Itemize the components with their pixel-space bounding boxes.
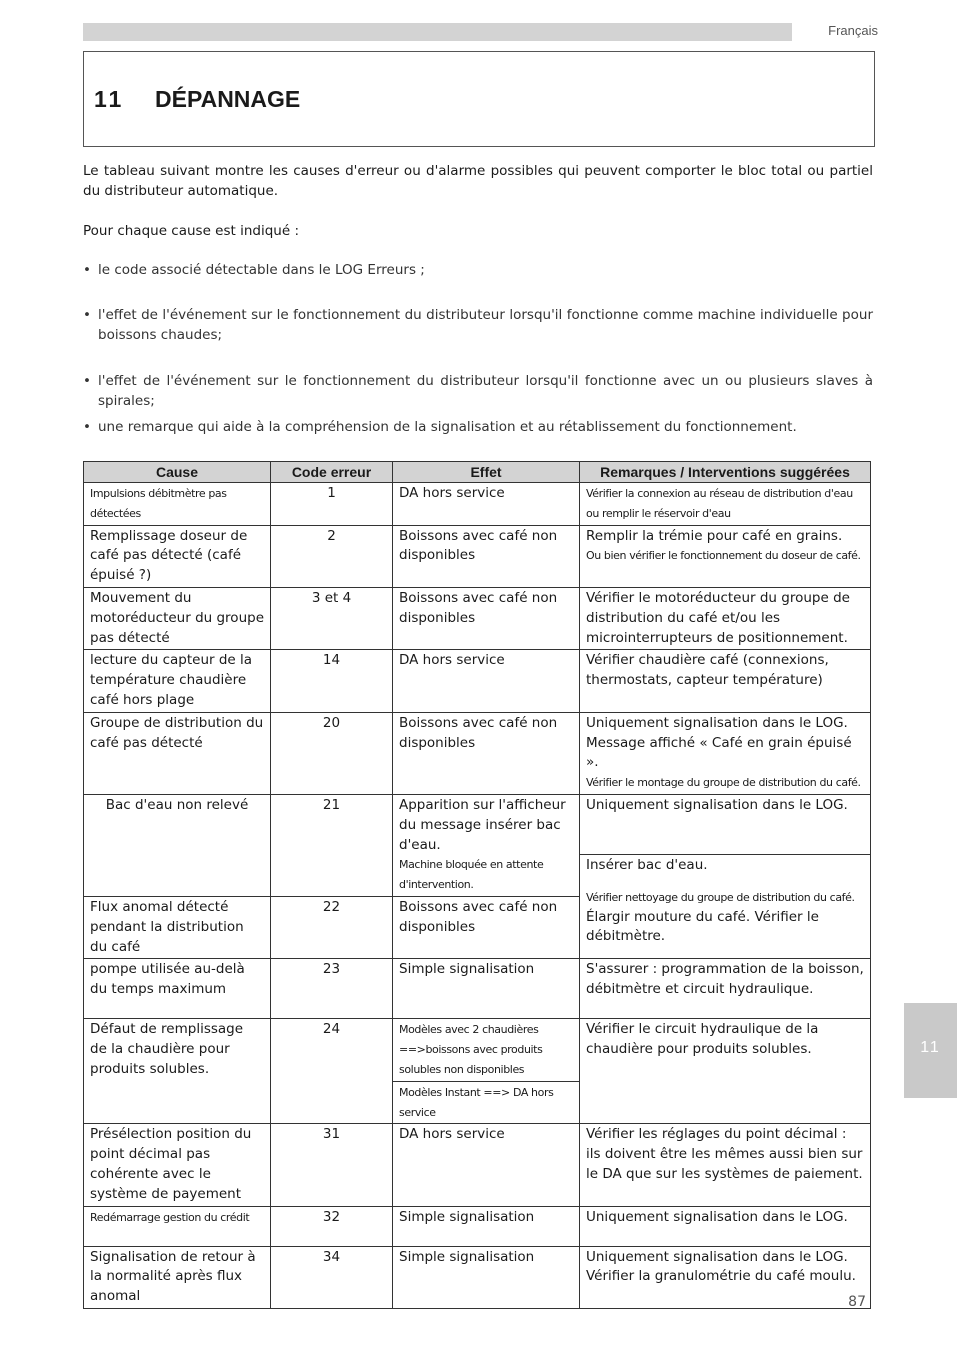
remark-cell xyxy=(580,525,871,587)
chapter-tab-label: 11 xyxy=(920,1039,941,1056)
bullet-icon: • xyxy=(83,262,91,278)
bullet-item: • l'effet de l'événement sur le fonctionnement du distributeur lorsqu'il fonctionne avec un ou plusieurs slaves à spirales; xyxy=(83,373,873,409)
remark-cell: Vérifier les réglages du point décimal : ils doivent être les mêmes aussi bien sur le DA que sur les systèmes de paiement. xyxy=(580,1124,871,1206)
header-effect: Effet xyxy=(393,462,580,483)
section-number: 11 xyxy=(94,86,125,112)
chapter-side-tab xyxy=(904,1003,957,1098)
language-label: Français xyxy=(828,23,878,38)
bullet-item: • l'effet de l'événement sur le fonctionnement du distributeur lorsqu'il fonctionne comme machine individuelle pour boissons chaudes; xyxy=(83,307,873,343)
code-cell: 23 xyxy=(271,959,393,1019)
page-number: 87 xyxy=(848,1294,866,1310)
table-row xyxy=(84,712,871,794)
table-row xyxy=(84,1124,871,1206)
table-row xyxy=(84,1246,871,1308)
remark-note: Vérifier le montage du groupe de distribution du café. xyxy=(586,776,861,790)
remark-cell xyxy=(580,712,871,794)
remark-cell: S'assurer : programmation de la boisson, débitmètre et circuit hydraulique. xyxy=(580,959,871,1019)
remark-cell xyxy=(580,854,871,958)
remark-cell: Vérifier chaudière café (connexions, thermostats, capteur température) xyxy=(580,650,871,712)
code-cell: 32 xyxy=(271,1206,393,1246)
effect-cell: Simple signalisation xyxy=(393,959,580,1019)
remark-text: Élargir mouture du café. Vérifier le débitmètre. xyxy=(586,908,819,945)
remark-text: Insérer bac d'eau. xyxy=(586,856,708,873)
cause-cell: Mouvement du motoréducteur du groupe pas détecté xyxy=(84,587,271,649)
cause-cell: Redémarrage gestion du crédit xyxy=(84,1206,271,1246)
table-row xyxy=(84,525,871,587)
remark-cell: Vérifier le circuit hydraulique de la chaudière pour produits solubles. xyxy=(580,1019,871,1124)
remark-cell: Vérifier le motoréducteur du groupe de distribution du café et/ou les microinterrupteurs de positionnement. xyxy=(580,587,871,649)
bullet-icon: • xyxy=(83,419,91,435)
effect-cell: Simple signalisation xyxy=(393,1246,580,1308)
table-row xyxy=(84,650,871,712)
header-remark: Remarques / Interventions suggérées xyxy=(580,462,871,483)
code-cell: 1 xyxy=(271,483,393,526)
cause-cell: Groupe de distribution du café pas détecté xyxy=(84,712,271,794)
cause-cell: Bac d'eau non relevé xyxy=(84,794,271,896)
intro-paragraph: Le tableau suivant montre les causes d'erreur ou d'alarme possibles qui peuvent comporter le bloc total ou partiel du distributeur automatique. xyxy=(83,163,873,199)
cause-cell: Remplissage doseur de café pas détecté (café épuisé ?) xyxy=(84,525,271,587)
effect-cell: Boissons avec café non disponibles xyxy=(393,587,580,649)
code-cell: 22 xyxy=(271,896,393,958)
effect-cell: Modèles avec 2 chaudières ==>boissons avec produits solubles non disponibles xyxy=(393,1019,580,1081)
remark-cell: Uniquement signalisation dans le LOG. xyxy=(580,1206,871,1246)
cause-cell: lecture du capteur de la température chaudière café hors plage xyxy=(84,650,271,712)
section-title: DÉPANNAGE xyxy=(155,86,301,112)
remark-cell: Vérifier la connexion au réseau de distribution d'eau ou remplir le réservoir d'eau xyxy=(580,483,871,526)
cause-cell: pompe utilisée au-delà du temps maximum xyxy=(84,959,271,1019)
code-cell: 24 xyxy=(271,1019,393,1124)
intro-list-lead: Pour chaque cause est indiqué : xyxy=(83,223,299,239)
remark-cell: Uniquement signalisation dans le LOG. xyxy=(580,794,871,854)
cause-cell: Défaut de remplissage de la chaudière pour produits solubles. xyxy=(84,1019,271,1124)
bullet-item: • une remarque qui aide à la compréhension de la signalisation et au rétablissement du fonctionnement. xyxy=(83,419,797,435)
code-cell: 20 xyxy=(271,712,393,794)
remark-text: Uniquement signalisation dans le LOG. Message affiché « Café en grain épuisé ». xyxy=(586,714,852,771)
cause-cell: Présélection position du point décimal pas cohérente avec le système de payement xyxy=(84,1124,271,1206)
effect-cell: DA hors service xyxy=(393,1124,580,1206)
remark-note: Ou bien vérifier le fonctionnement du doseur de café. xyxy=(586,549,861,563)
table-row xyxy=(84,959,871,1019)
effect-cell: Boissons avec café non disponibles xyxy=(393,525,580,587)
table-row xyxy=(84,1206,871,1246)
code-cell: 14 xyxy=(271,650,393,712)
table-header-row xyxy=(84,462,871,483)
header-cause: Cause xyxy=(84,462,271,483)
remark-cell: Uniquement signalisation dans le LOG. Vérifier la granulométrie du café moulu. xyxy=(580,1246,871,1308)
cause-cell: Signalisation de retour à la normalité après flux anomal xyxy=(84,1246,271,1308)
code-cell: 34 xyxy=(271,1246,393,1308)
remark-text: Remplir la trémie pour café en grains. xyxy=(586,527,843,544)
effect-text: Apparition sur l'afficheur du message insérer bac d'eau. xyxy=(399,796,566,853)
effect-cell: Boissons avec café non disponibles xyxy=(393,712,580,794)
header-bar xyxy=(83,23,792,41)
cause-cell: Flux anomal détecté pendant la distribution du café xyxy=(84,896,271,958)
remark-note: Vérifier nettoyage du groupe de distribution du café. xyxy=(586,890,855,904)
effect-cell: DA hors service xyxy=(393,650,580,712)
code-cell: 31 xyxy=(271,1124,393,1206)
table-row xyxy=(84,1019,871,1081)
table-row xyxy=(84,483,871,526)
code-cell: 2 xyxy=(271,525,393,587)
section-title-box xyxy=(83,51,875,147)
effect-cell: Modèles Instant ==> DA hors service xyxy=(393,1081,580,1124)
bullet-icon: • xyxy=(83,373,91,389)
cause-cell: Impulsions débitmètre pas détectées xyxy=(84,483,271,526)
header-code: Code erreur xyxy=(271,462,393,483)
table-row xyxy=(84,587,871,649)
error-table xyxy=(83,461,871,1309)
code-cell: 3 et 4 xyxy=(271,587,393,649)
table-row xyxy=(84,794,871,854)
bullet-icon: • xyxy=(83,307,91,323)
code-cell: 21 xyxy=(271,794,393,896)
effect-cell: DA hors service xyxy=(393,483,580,526)
effect-cell: Simple signalisation xyxy=(393,1206,580,1246)
bullet-item: • le code associé détectable dans le LOG Erreurs ; xyxy=(83,262,425,278)
effect-note: Machine bloquée en attente d'intervention. xyxy=(399,858,544,892)
effect-cell: Boissons avec café non disponibles xyxy=(393,896,580,958)
effect-cell xyxy=(393,794,580,896)
